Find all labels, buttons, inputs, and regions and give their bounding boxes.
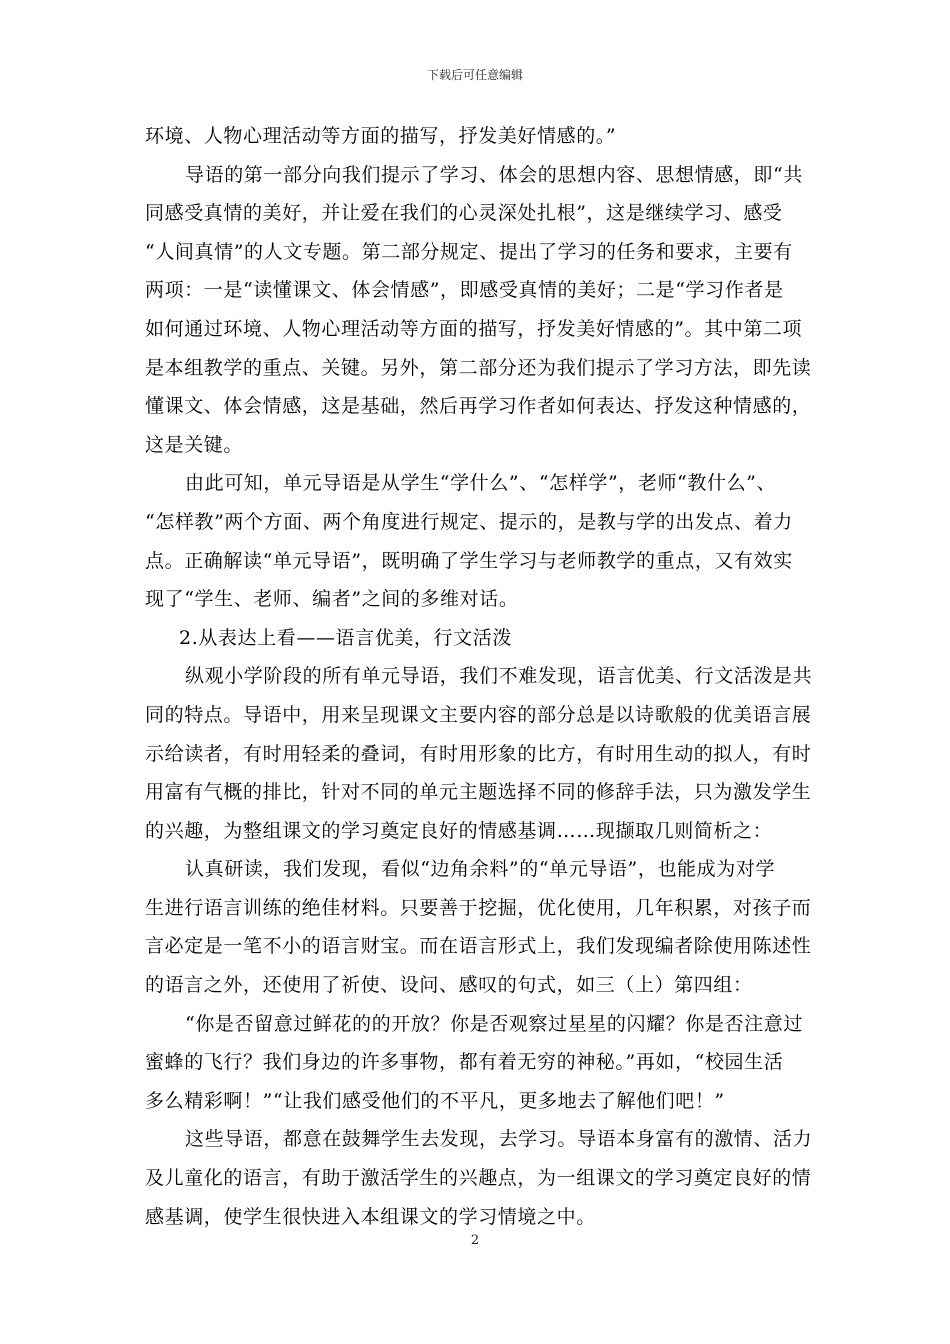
text-line: 是本组教学的重点、关键。另外，第二部分还为我们提示了学习方法，即先读 [145, 356, 812, 379]
text-line: 同的特点。导语中，用来呈现课文主要内容的部分总是以诗歌般的优美语言展 [145, 703, 812, 726]
text-line: 点。正确解读“单元导语”，既明确了学生学习与老师教学的重点，又有效实 [145, 549, 793, 572]
text-line: 这些导语，都意在鼓舞学生去发现，去学习。导语本身富有的激情、活力 [185, 1128, 813, 1151]
page-number: 2 [470, 1233, 480, 1248]
text-line: 蜜蜂的飞行？我们身边的许多事物，都有着无穷的神秘。”再如，“校园生活 [145, 1051, 784, 1074]
text-line: 懂课文、体会情感，这是基础，然后再学习作者如何表达、抒发这种情感的， [145, 395, 812, 418]
text-line: 如何通过环境、人物心理活动等方面的描写，抒发美好情感的”。其中第二项 [145, 317, 803, 340]
text-line: 及儿童化的语言，有助于激活学生的兴趣点，为一组课文的学习奠定良好的情 [145, 1167, 812, 1190]
text-line: 认真研读，我们发现，看似“边角余料”的“单元导语”，也能成为对学 [185, 858, 776, 881]
text-line: 两项：一是“读懂课文、体会情感”，即感受真情的美好；二是“学习作者是 [145, 279, 784, 302]
text-line: “你是否留意过鲜花的的开放？你是否观察过星星的闪耀？你是否注意过 [185, 1012, 803, 1035]
page-header: 下载后可任意编辑 [426, 68, 523, 82]
text-line: 的语言之外，还使用了祈使、设问、感叹的句式，如三（上）第四组： [145, 974, 753, 997]
text-line: 纵观小学阶段的所有单元导语，我们不难发现，语言优美、行文活泼是共 [185, 665, 813, 688]
text-line: 导语的第一部分向我们提示了学习、体会的思想内容、思想情感，即“共 [185, 163, 803, 186]
text-line: 感基调，使学生很快进入本组课文的学习情境之中。 [145, 1205, 596, 1228]
text-line: 言必定是一笔不小的语言财宝。而在语言形式上，我们发现编者除使用陈述性 [145, 935, 812, 958]
text-line: 生进行语言训练的绝佳材料。只要善于挖掘，优化使用，几年积累，对孩子而 [145, 896, 812, 919]
text-line: 的兴趣，为整组课文的学习奠定良好的情感基调……现撷取几则简析之： [145, 819, 773, 842]
text-line: 用富有气概的排比，针对不同的单元主题选择不同的修辞手法，只为激发学生 [145, 781, 812, 804]
section-heading: 2.从表达上看——语言优美，行文活泼 [179, 626, 512, 649]
text-line: 这是关键。 [145, 433, 244, 456]
text-line: 现了“学生、老师、编者”之间的多维对话。 [145, 588, 519, 611]
text-line: “怎样教”两个方面、两个角度进行规定、提示的，是教与学的出发点、着力 [145, 510, 793, 533]
text-line: 示给读者，有时用轻柔的叠词，有时用形象的比方，有时用生动的拟人，有时 [145, 742, 812, 765]
text-line: “人间真情”的人文专题。第二部分规定、提出了学习的任务和要求，主要有 [145, 240, 793, 263]
text-line: 环境、人物心理活动等方面的描写，抒发美好情感的。” [145, 125, 617, 147]
text-line: 同感受真情的美好，并让爱在我们的心灵深处扎根”，这是继续学习、感受 [145, 202, 783, 225]
text-line: 多么精彩啊！”“让我们感受他们的不平凡，更多地去了解他们吧！” [145, 1089, 725, 1112]
document-body [145, 117, 813, 1236]
text-line: 由此可知，单元导语是从学生“学什么”、“怎样学”，老师“教什么”、 [185, 472, 777, 495]
